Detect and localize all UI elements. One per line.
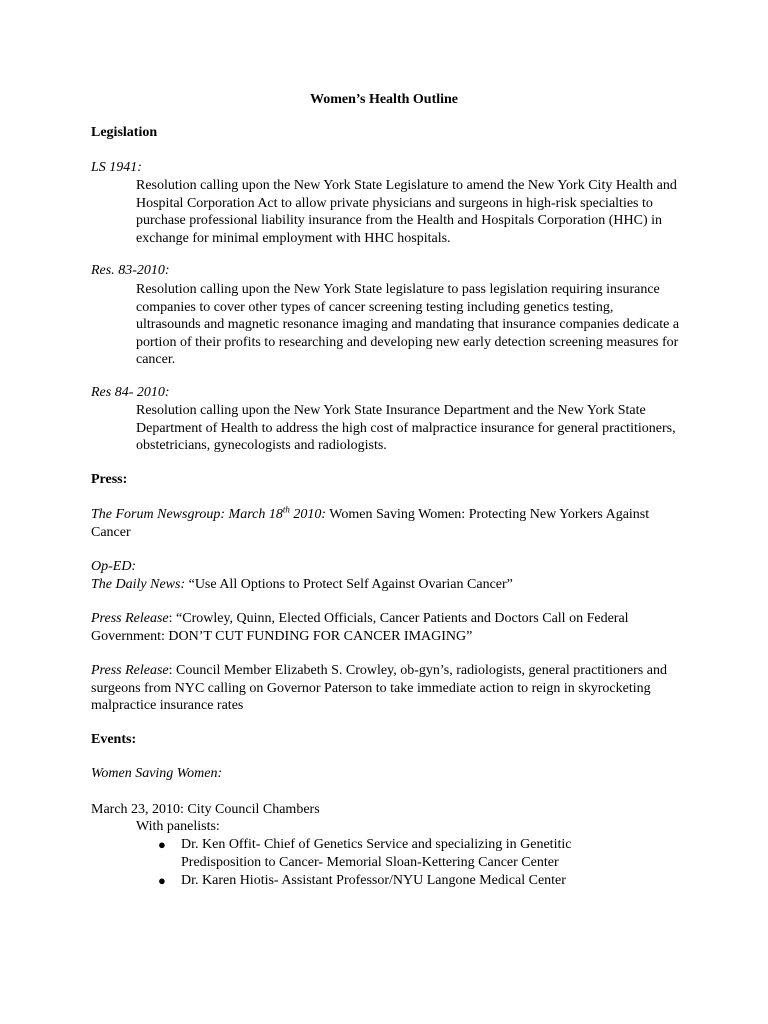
panelist-list: [136, 836, 636, 891]
press-oped-source: The Daily News:: [91, 576, 186, 592]
panelist-item: [136, 836, 636, 871]
legislation-text-res84: Resolution calling upon the New York State Insurance Department and the New York State Department of Health to address the high cost of malpractice insurance for general practitioners, obstetricians, gynecologists and radiologists.: [136, 403, 676, 453]
press-forum-entry: [91, 506, 681, 541]
legislation-ref-res84: Res 84- 2010:: [91, 385, 170, 400]
press-oped-entry: [91, 558, 681, 593]
events-name: Women Saving Women:: [91, 766, 223, 781]
press-release-2-label: Press Release: [91, 663, 169, 678]
press-oped-headline: “Use All Options to Protect Self Against Ovarian Cancer”: [185, 576, 513, 592]
legislation-heading: Legislation: [91, 125, 158, 140]
legislation-text-ls1941: Resolution calling upon the New York State Legislature to amend the New York City Health and Hospital Corporation Act to allow private physicians and surgeons in high-risk specialties to purchase professional liability insurance from the Health and Hospitals Corporation (HHC) in exchange for minimal employment with HHC hospitals.: [136, 178, 677, 246]
legislation-ref-ls1941: LS 1941:: [91, 160, 142, 175]
press-heading: Press:: [91, 472, 128, 487]
panelist-item: [136, 872, 636, 890]
events-date-line: March 23, 2010: City Council Chambers: [91, 802, 320, 817]
press-forum-headline: Women Saving Women: Protecting New Yorkers Against Cancer: [91, 507, 650, 540]
panelist-text: Dr. Ken Offit- Chief of Genetics Service and specializing in Genetitic Predisposition to Cancer- Memorial Sloan-Kettering Cancer Center: [181, 837, 572, 870]
press-release-2-text: : Council Member Elizabeth S. Crowley, ob-gyn’s, radiologists, general practitioners and surgeons from NYC calling on Governor Paterson to take immediate action to reign in skyrocketing malpractice insurance rates: [91, 663, 667, 713]
press-release-2: [91, 662, 681, 715]
panelist-text: Dr. Karen Hiotis- Assistant Professor/NYU Langone Medical Center: [181, 873, 566, 888]
legislation-text-res83: Resolution calling upon the New York State legislature to pass legislation requiring insurance companies to cover other types of cancer screening testing including genetics testing, ultrasounds and magnetic resonance imaging and mandating that insurance companies dedicate a portion of their profits to researching and developing new early detection screening measures for cancer.: [136, 282, 680, 367]
press-release-1-text: : “Crowley, Quinn, Elected Officials, Cancer Patients and Doctors Call on Federal Government: DON’T CUT FUNDING FOR CANCER IMAGING”: [91, 611, 629, 644]
legislation-ref-res83: Res. 83-2010:: [91, 263, 170, 278]
document-title: Women’s Health Outline: [309, 92, 459, 107]
press-release-1-label: Press Release: [91, 611, 169, 626]
press-forum-source: The Forum Newsgroup: March 18: [91, 507, 283, 522]
press-release-1: [91, 610, 681, 645]
events-panelists-label: With panelists:: [136, 819, 220, 834]
press-forum-date-suffix: 2010:: [289, 507, 327, 522]
events-heading: Events:: [91, 732, 137, 747]
press-oped-label: Op-ED:: [91, 559, 137, 574]
bullet-icon: ●: [158, 837, 166, 852]
press-forum-date-sup: th: [282, 504, 290, 515]
bullet-icon: ●: [158, 873, 166, 888]
